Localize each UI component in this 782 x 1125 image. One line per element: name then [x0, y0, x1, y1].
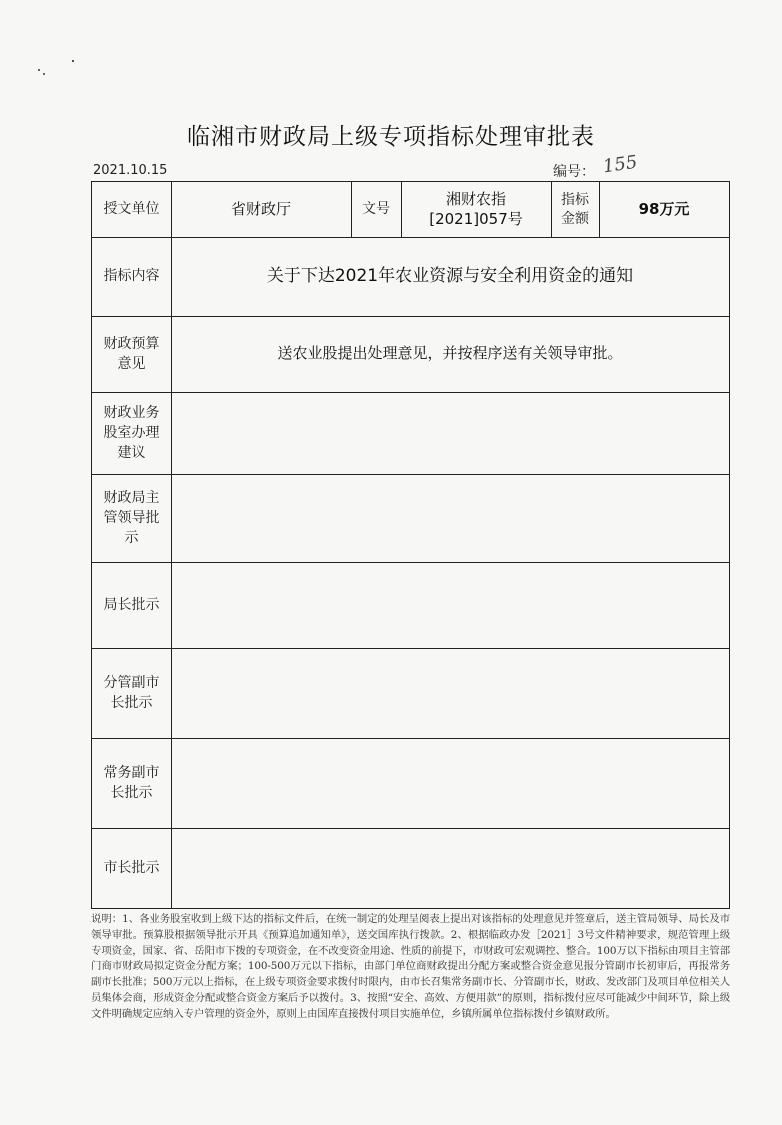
- bureau-leader-label: [92, 474, 171, 562]
- form-date: 2021.10.15: [93, 163, 168, 178]
- document-number-line2: [2021]057号: [429, 209, 523, 228]
- amount-value: 98万元: [638, 199, 690, 218]
- bureau-leader-label-line2: 管领导批: [103, 509, 160, 526]
- business-office-label: [92, 392, 171, 474]
- exec-vice-mayor-label: [92, 738, 171, 828]
- scan-speck: [72, 60, 74, 62]
- notes-paragraph: 说明：1、各业务股室收到上级下达的指标文件后，在统一制定的处理呈阅表上提出对该指标的处理意见并签章后，送主管局领导、局长及市领导审批。预算股根据领导批示开具《预算追加通知单》，送交国库执行拨款。2、根据临政办发［2021］3号文件精神要求，规范管理上级专项资金，国家、省、岳阳市下拨的专项资金，在不改变资金用途、性质的前提下，市财政可宏观调控、整合。100万以下指标由项目主管部门商市财政局拟定资金分配方案；100-500万元以下指标，由部门单位商财政提出分配方案或整合资金意见报分管副市长初审后，再报常务副市长批准；500万元以上指标，在上级专项资金要求拨付时限内，由市长召集常务副市长、分管副市长，财政、发改部门及项目单位相关人员集体会商，形成资金分配或整合资金方案后予以拨付。3、按照“安全、高效、方便用款”的原则，指标拨付应尽可能减少中间环节，除上级文件明确规定应纳入专户管理的资金外，原则上由国库直接拨付项目实施单位，乡镇所属单位指标拨付乡镇财政所。: [91, 913, 730, 1020]
- exec-vice-mayor-label-line1: 常务副市: [103, 764, 160, 781]
- amount-label: [551, 182, 599, 237]
- vice-mayor-label-line1: 分管副市: [103, 674, 160, 691]
- content-value: 关于下达2021年农业资源与安全利用资金的通知: [266, 266, 634, 287]
- notes-section: [91, 912, 730, 1023]
- bureau-leader-label-line3: 示: [124, 530, 139, 547]
- business-office-label-line1: 财政业务: [103, 404, 160, 421]
- scan-speck: [43, 73, 45, 75]
- business-office-label-line2: 股室办理: [103, 424, 160, 441]
- document-number-value: [401, 182, 551, 237]
- receiving-unit-label: 授文单位: [103, 201, 160, 218]
- approval-table: [91, 181, 730, 909]
- document-number-line1: 湘财农指: [445, 190, 506, 208]
- director-field[interactable]: [171, 562, 729, 648]
- serial-number-handwritten: 155: [601, 151, 639, 178]
- receiving-unit-value: 省财政厅: [230, 199, 291, 218]
- vice-mayor-label: [92, 648, 171, 738]
- bureau-leader-field[interactable]: [171, 474, 729, 562]
- mayor-field[interactable]: [171, 828, 729, 908]
- scan-speck: [38, 69, 40, 71]
- business-office-label-line3: 建议: [117, 445, 146, 462]
- budget-opinion-label: [92, 316, 171, 392]
- vice-mayor-field[interactable]: [171, 648, 729, 738]
- vice-mayor-label-line2: 长批示: [110, 695, 153, 711]
- content-label: 指标内容: [103, 268, 160, 285]
- document-number-label: 文号: [362, 201, 390, 218]
- serial-number-label: 编号：: [553, 164, 595, 180]
- exec-vice-mayor-field[interactable]: [171, 738, 729, 828]
- exec-vice-mayor-label-line2: 长批示: [110, 785, 153, 801]
- director-label: 局长批示: [103, 596, 160, 613]
- business-office-field[interactable]: [171, 392, 729, 474]
- bureau-leader-label-line1: 财政局主: [103, 489, 160, 506]
- amount-label-line2: 金额: [561, 210, 589, 227]
- budget-opinion-label-line2: 意见: [117, 356, 146, 372]
- form-title: 临湘市财政局上级专项指标处理审批表: [187, 124, 595, 150]
- mayor-label: 市长批示: [103, 859, 160, 876]
- budget-opinion-value: 送农业股提出处理意见，并按程序送有关领导审批。: [277, 344, 623, 363]
- budget-opinion-label-line1: 财政预算: [103, 335, 160, 352]
- amount-label-line1: 指标: [561, 191, 589, 208]
